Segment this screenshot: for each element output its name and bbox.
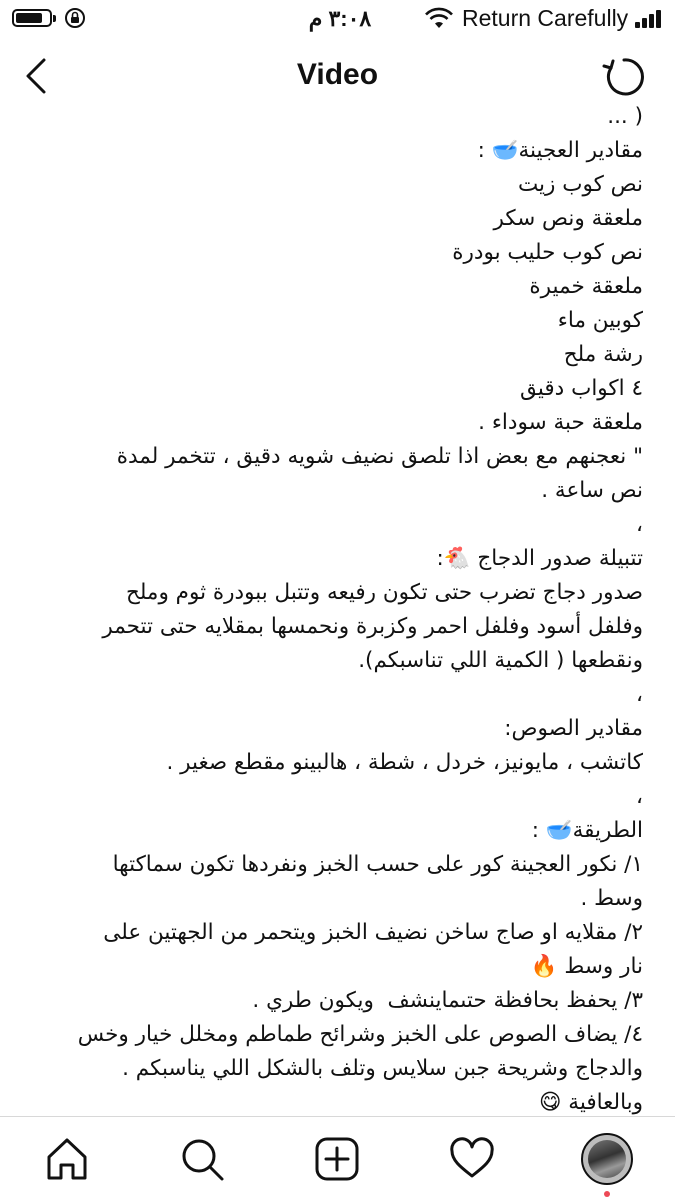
carrier-name: Return Carefully <box>462 5 629 31</box>
activity-heart-icon[interactable] <box>448 1135 496 1183</box>
caption-line: ٤/ يضاف الصوص على الخبز وشرائح طماطم ومخلل خيار وخس <box>77 1022 643 1047</box>
tab-bar <box>0 1116 675 1201</box>
status-bar <box>0 0 675 40</box>
caption-line: ٤ اكواب دقيق <box>519 376 643 401</box>
caption-line: " نعجنهم مع بعض اذا تلصق نضيف شويه دقيق ، تتخمر لمدة <box>116 444 643 469</box>
caption-line: مقادير العجينة🥣 : <box>477 138 643 163</box>
refresh-icon[interactable] <box>600 54 648 100</box>
caption-line: ، <box>636 784 643 809</box>
caption-line: والدجاج وشريحة جبن سلايس وتلف بالشكل اللي يناسبكم . <box>122 1056 643 1081</box>
home-icon[interactable] <box>43 1135 91 1183</box>
caption-line: نار وسط 🔥 <box>530 954 643 979</box>
caption-line: ١/ نكور العجينة كور على حسب الخبز ونفردها تكون سماكتها <box>112 852 643 877</box>
caption-line: وسط . <box>580 886 643 911</box>
battery-icon <box>12 9 52 27</box>
caption-line: الطريقة🥣 : <box>531 818 643 843</box>
wifi-icon <box>424 9 454 29</box>
caption-line: نص كوب زيت <box>517 172 643 197</box>
orientation-lock-icon <box>64 7 86 29</box>
caption-line: ملعقة حبة سوداء . <box>478 410 643 435</box>
status-time: ٣:٠٨ م <box>308 6 372 31</box>
caption-line: كوبين ماء <box>557 308 643 333</box>
caption-line: تتبيلة صدور الدجاج 🐔: <box>436 546 643 571</box>
caption-line: وبالعافية 😋 <box>539 1090 643 1115</box>
search-icon[interactable] <box>178 1135 226 1183</box>
caption-line: كاتشب ، مايونيز، خردل ، شطة ، هالبينو مقطع صغير . <box>166 750 643 775</box>
post-caption <box>24 100 643 1154</box>
add-post-icon[interactable] <box>313 1135 361 1183</box>
caption-line: ( ... <box>607 104 643 129</box>
signal-icon <box>634 9 664 29</box>
caption-line: وفلفل أسود وفلفل احمر وكزبرة ونحمسها بمقلايه حتى تتحمر <box>102 614 643 639</box>
caption-line: رشة ملح <box>563 342 643 367</box>
post-caption-area[interactable] <box>0 100 675 1116</box>
caption-line: ونقطعها ( الكمية اللي تناسبكم). <box>358 648 643 673</box>
caption-line: ملعقة ونص سكر <box>493 206 643 231</box>
caption-line: ملعقة خميرة <box>529 274 643 299</box>
caption-line: صدور دجاج تضرب حتى تكون رفيعه وتتبل ببودرة ثوم وملح <box>125 580 643 605</box>
profile-avatar[interactable] <box>581 1133 633 1185</box>
notification-dot <box>604 1191 610 1197</box>
caption-line: ، <box>636 682 643 707</box>
caption-line: ٢/ مقلايه او صاج ساخن نضيف الخبز ويتحمر من الجهتين على <box>103 920 643 945</box>
caption-line: نص كوب حليب بودرة <box>452 240 643 265</box>
caption-line: مقادير الصوص: <box>504 716 643 741</box>
page-title: Video <box>296 58 379 91</box>
caption-line: ٣/ يحفظ بحافظة حتىماينشف ويكون طري . <box>252 988 643 1013</box>
caption-line: نص ساعة . <box>541 478 643 503</box>
caption-line: ، <box>636 512 643 537</box>
